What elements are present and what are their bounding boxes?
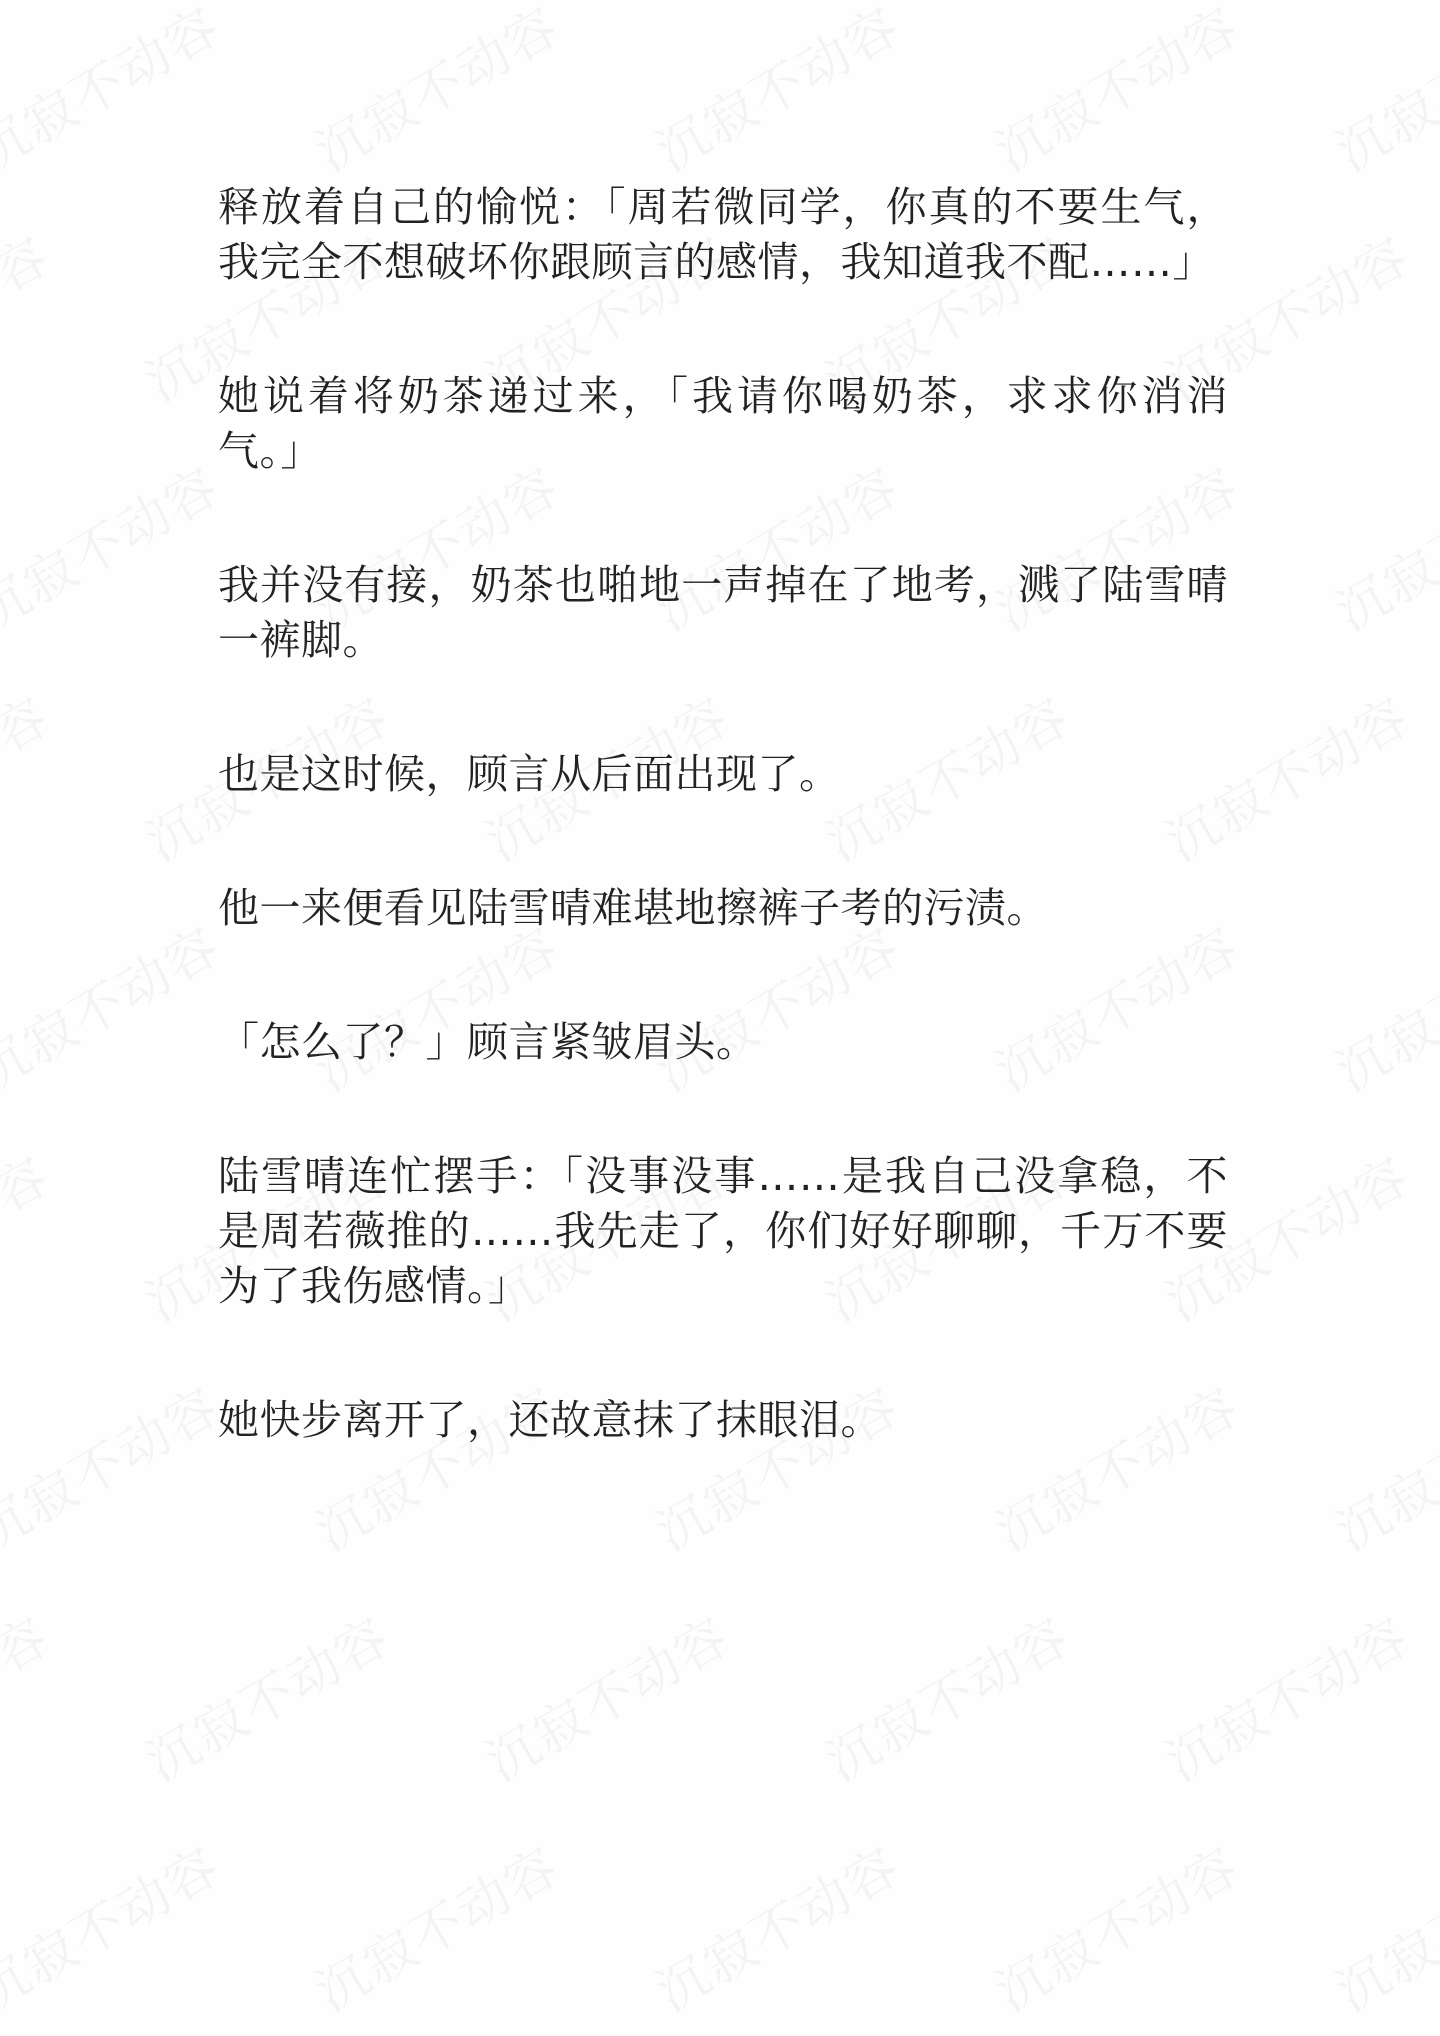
watermark-text: [1320, 1825, 1440, 2025]
watermark-text: [300, 1825, 571, 2025]
paragraph-6: 「怎么了？」顾言紧皱眉头。: [218, 1018, 758, 1066]
watermark-text: [0, 905, 231, 1105]
watermark-text: [810, 1595, 1081, 1795]
paragraph-2: 她说着将奶茶递过来，「我请你喝奶茶，求求你消消气。」: [218, 372, 1228, 475]
watermark-text: [0, 445, 231, 645]
watermark-text: [0, 1135, 61, 1335]
paragraph-8: 她快步离开了，还故意抹了抹眼泪。: [218, 1396, 882, 1444]
watermark-text: [470, 1595, 741, 1795]
watermark-text: [0, 1365, 231, 1565]
watermark-text: [640, 1825, 911, 2025]
watermark-text: [0, 675, 61, 875]
watermark-text: [0, 215, 61, 415]
paragraph-7: 陆雪晴连忙摆手：「没事没事……是我自己没拿稳，不是周若薇推的……我先走了，你们好好聊聊，千万不要为了我伤感情。」: [218, 1152, 1228, 1310]
watermark-text: [0, 1595, 61, 1795]
watermark-text: [300, 0, 571, 185]
watermark-text: [1150, 1595, 1421, 1795]
paragraph-1: 释放着自己的愉悦：「周若微同学，你真的不要生气，我完全不想破坏你跟顾言的感情，我知道我不配……」: [218, 183, 1228, 286]
watermark-text: [0, 0, 231, 185]
watermark-text: [1320, 905, 1440, 1105]
watermark-text: [640, 0, 911, 185]
paragraph-5: 他一来便看见陆雪晴难堪地擦裤子考的污渍。: [218, 884, 1048, 932]
watermark-text: [1320, 1365, 1440, 1565]
watermark-text: [980, 0, 1251, 185]
watermark-text: [1320, 445, 1440, 645]
watermark-text: [1320, 0, 1440, 185]
watermark-text: [980, 1825, 1251, 2025]
watermark-text: [130, 1595, 401, 1795]
watermark-text: [0, 1825, 231, 2025]
paragraph-4: 也是这时候，顾言从后面出现了。: [218, 750, 841, 798]
paragraph-3: 我并没有接，奶茶也啪地一声掉在了地考，溅了陆雪晴一裤脚。: [218, 561, 1228, 664]
article-body: [218, 180, 1228, 1527]
